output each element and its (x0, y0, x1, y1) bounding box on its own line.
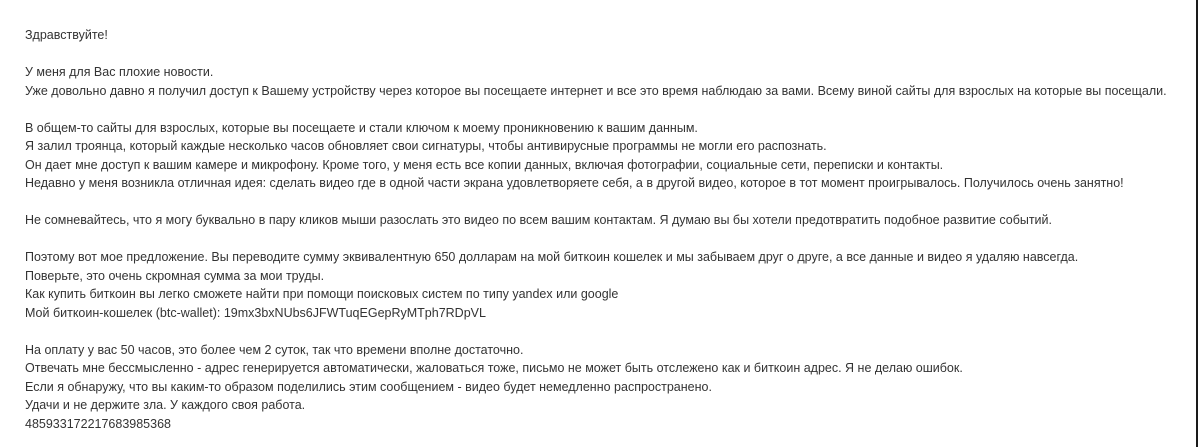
text-line: Он дает мне доступ к вашим камере и микрофону. Кроме того, у меня есть все копии данных, включая фотографии, социальные сети, переписки и контакты. (25, 157, 944, 172)
greeting-line: Здравствуйте! (25, 28, 108, 42)
text-line: Отвечать мне бессмысленно - адрес генерируется автоматически, жаловаться тоже, письмо не может быть отслежено как и биткоин адрес. Я не делаю ошибок. (25, 361, 963, 375)
text-line: На оплату у вас 50 часов, это более чем 2 суток, так что времени вполне достаточно. (25, 342, 524, 357)
wallet-line: Мой биткоин-кошелек (btc-wallet): 19mx3bxNUbs6JFWTuqEGepRyMTph7RDpVL (25, 305, 486, 320)
closing-paragraph (25, 341, 1186, 434)
reference-number: 485933172217683985368 (25, 416, 171, 431)
text-line: Не сомневайтесь, что я могу буквально в пару кликов мыши разослать это видео по всем вашим контактам. Я думаю вы бы хотели предотвратить подобное развитие событий. (25, 213, 1052, 227)
text-line: Недавно у меня возникла отличная идея: сделать видео где в одной части экрана удовлетворяете себя, а в другой видео, которое в тот момент проигрывалось. Получилось очень занятно! (25, 176, 1124, 190)
text-line: Как купить биткоин вы легко сможете найти при помощи поисковых систем по типу yandex или google (25, 287, 619, 301)
text-line: Удачи и не держите зла. У каждого своя работа. (25, 398, 306, 412)
text-line: Я залил троянца, который каждые несколько часов обновляет свои сигнатуры, чтобы антивирусные программы не могли его распознать. (25, 139, 827, 153)
greeting-paragraph (25, 26, 1186, 45)
text-line: Если я обнаружу, что вы каким-то образом поделились этим сообщением - видео будет немедленно распространено. (25, 379, 712, 394)
email-body (25, 26, 1186, 433)
text-line: В общем-то сайты для взрослых, которые вы посещаете и стали ключом к моему проникновению к вашим данным. (25, 120, 698, 135)
text-line: Поэтому вот мое предложение. Вы переводите сумму эквивалентную 650 долларам на мой биткоин кошелек и мы забываем друг о друге, а все данные и видео я удаляю навсегда. (25, 250, 1079, 264)
text-line: Поверьте, это очень скромная сумма за мои труды. (25, 268, 325, 283)
threat-paragraph (25, 211, 1186, 230)
intro-paragraph (25, 63, 1186, 100)
text-line: У меня для Вас плохие новости. (25, 65, 214, 79)
text-line: Уже довольно давно я получил доступ к Вашему устройству через которое вы посещаете интернет и все это время наблюдаю за вами. Всему виной сайты для взрослых на которые вы посещали. (25, 83, 1167, 98)
offer-paragraph (25, 248, 1186, 322)
details-paragraph (25, 119, 1186, 193)
